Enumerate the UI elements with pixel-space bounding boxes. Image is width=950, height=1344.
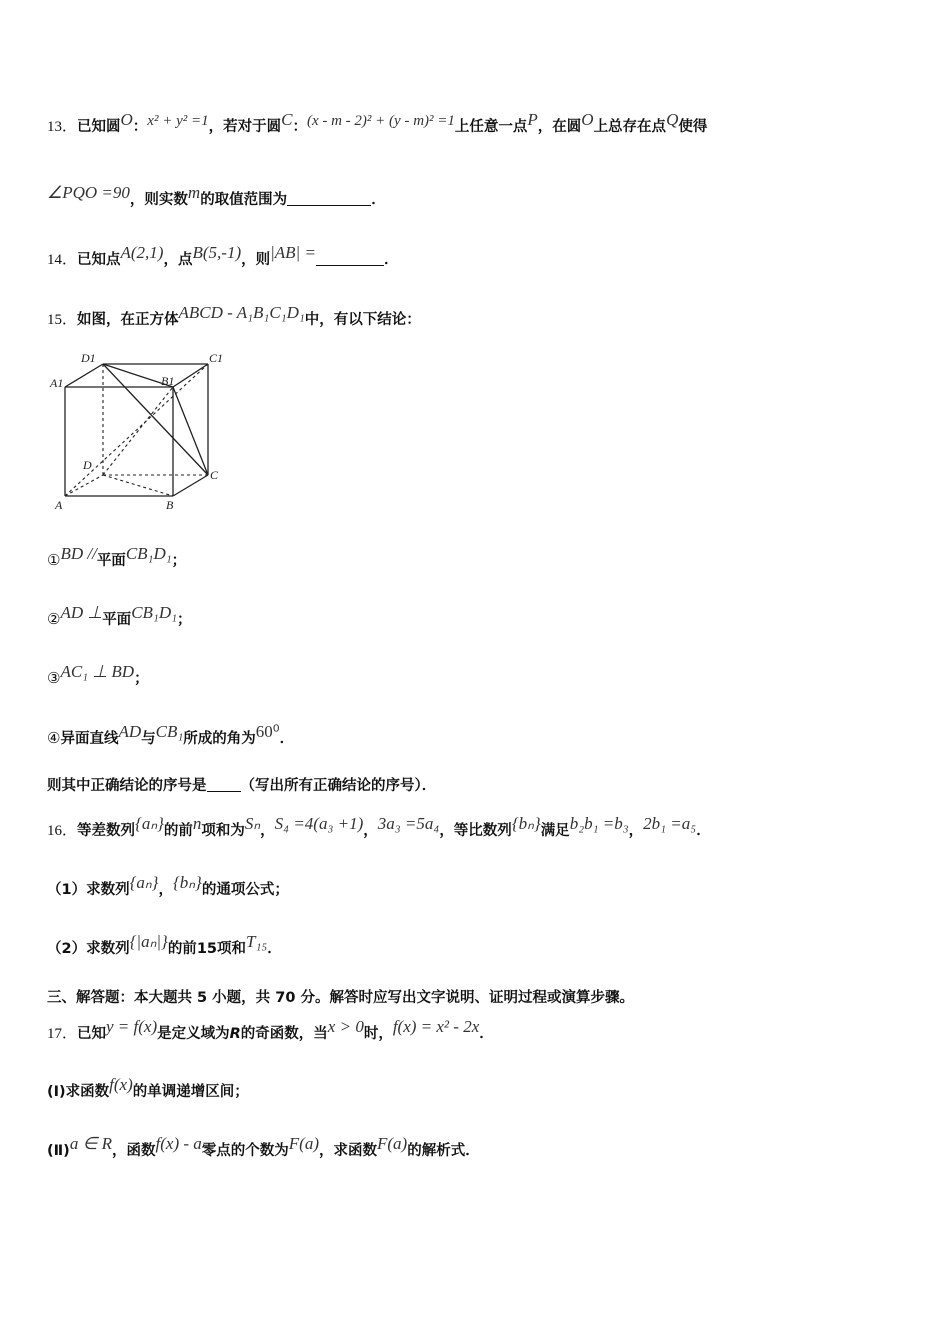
q13-text: 的取值范围为 xyxy=(200,192,288,208)
item-end: ； xyxy=(134,671,149,687)
item-expression: BD // xyxy=(60,544,97,563)
q16-equation-2: 3a₃ =5a₄ xyxy=(377,814,440,833)
item-expression: AD xyxy=(118,722,142,741)
label-c1: C1 xyxy=(209,351,224,365)
q16-text: 的前 xyxy=(163,823,193,839)
q15-conclusion xyxy=(47,774,436,795)
item-expression: AD ⊥ xyxy=(60,603,103,622)
q17-part-text: 的单调递增区间； xyxy=(132,1084,249,1100)
label-d1: D1 xyxy=(81,351,96,365)
q13-circle-o: O xyxy=(581,110,594,129)
item-text: 与 xyxy=(141,731,156,747)
q13-text: 上总存在点 xyxy=(593,119,667,135)
q13-point-q: Q xyxy=(666,110,679,129)
q17-part-text: 求函数 xyxy=(65,1084,110,1100)
diag-b1-c xyxy=(173,387,208,475)
q17-text: 已知 xyxy=(77,1026,107,1042)
q13-text: 上任意一点 xyxy=(454,119,528,135)
q13-angle: ∠PQO =90 xyxy=(47,183,130,202)
q16-equation-3: b₂b₁ =b₃ xyxy=(569,814,629,833)
item-mark: ④ xyxy=(47,729,61,747)
q17-function: f(x) - a xyxy=(155,1134,202,1153)
q16-part-text: 项和 xyxy=(217,941,246,957)
label-b: B xyxy=(166,498,174,512)
q13-text: 使得 xyxy=(678,119,708,135)
q13-colon: ： xyxy=(132,119,148,135)
q13-point-p: P xyxy=(527,110,538,129)
q17-line xyxy=(47,1017,494,1043)
q16-part-text: 的前 xyxy=(167,941,197,957)
label-d: D xyxy=(83,458,92,472)
q16-count: 15 xyxy=(196,941,217,957)
q15-line xyxy=(47,303,421,329)
q14-text: 已知点 xyxy=(77,252,121,268)
item-mark: ① xyxy=(47,551,61,569)
q14-point-a: A(2,1) xyxy=(120,243,164,262)
label-b1: B1 xyxy=(161,374,175,388)
q13-colon: ： xyxy=(292,119,307,135)
q16-part-text: 的通项公式； xyxy=(201,882,289,898)
q13-period: ． xyxy=(371,192,386,208)
q16-part-label: （2）求数列 xyxy=(47,941,130,957)
item-plane: CB₁D₁ xyxy=(131,603,178,622)
q13-text: ，若对于圆 xyxy=(208,119,282,135)
q16-seq-a: {aₙ} xyxy=(129,873,159,892)
q17-period: ． xyxy=(479,1026,494,1042)
label-c: C xyxy=(210,468,219,482)
item-end: ； xyxy=(177,612,192,628)
q17-part-text: ，函数 xyxy=(112,1143,156,1159)
q15-item-4 xyxy=(47,722,295,748)
q16-equation-4: 2b₁ =a₅ xyxy=(643,814,697,833)
q14-text: ，则 xyxy=(241,252,271,268)
q15-text: 中，有以下结论： xyxy=(304,312,421,328)
q16-seq-b: {bₙ} xyxy=(511,814,541,833)
q16-part-label: （1）求数列 xyxy=(47,882,130,898)
hidden-diag-d-b xyxy=(103,475,173,496)
q14-number: 14． xyxy=(47,252,78,268)
q16-part-2 xyxy=(47,932,282,958)
q16-text: 满足 xyxy=(540,823,570,839)
section-3-heading xyxy=(47,986,634,1007)
q14-line xyxy=(47,243,399,269)
q16-seq-a: {aₙ} xyxy=(135,814,164,833)
q17-part-text: 零点的个数为 xyxy=(201,1143,289,1159)
q17-part-2 xyxy=(47,1134,480,1160)
q13-circle-o-equation: x² + y² =1 xyxy=(147,113,209,129)
q15-number: 15． xyxy=(47,312,78,328)
q13-text: ，在圆 xyxy=(537,119,582,135)
item-plane: CB₁D₁ xyxy=(125,544,172,563)
conclusion-text: 则其中正确结论的序号是 xyxy=(47,778,207,794)
item-expression: CB₁ xyxy=(155,722,184,741)
section-heading-text: 三、解答题：本大题共 5 小题，共 70 分。解答时应写出文字说明、证明过程或演算步骤。 xyxy=(47,990,634,1006)
q13-text: ，则实数 xyxy=(129,192,188,208)
q16-sum-s: Sₙ xyxy=(244,814,261,833)
q17-function: f(x) xyxy=(109,1075,133,1094)
q17-function-f-cap: F(a) xyxy=(288,1134,319,1153)
q13-line2 xyxy=(47,183,386,209)
q17-condition: x > 0 xyxy=(327,1017,364,1036)
q13-text: 已知圆 xyxy=(77,119,121,135)
item-mark: ② xyxy=(47,610,61,628)
q17-part-label: (Ⅱ) xyxy=(47,1143,70,1159)
q15-item-2 xyxy=(47,603,192,629)
q17-text: 是定义域为 xyxy=(157,1026,230,1042)
q17-function-f-cap: F(a) xyxy=(377,1134,408,1153)
label-a: A xyxy=(55,498,63,512)
q16-period: ． xyxy=(267,941,282,957)
q15-cube-name: ABCD - A₁B₁C₁D₁ xyxy=(178,303,305,322)
q17-condition: a ∈ R xyxy=(69,1134,113,1153)
q16-seq-b: {bₙ} xyxy=(172,873,202,892)
item-expression: AC₁ ⊥ BD xyxy=(60,662,135,681)
q16-text: 项和为 xyxy=(201,823,245,839)
q16-line xyxy=(47,814,711,840)
conclusion-text: （写出所有正确结论的序号）． xyxy=(240,778,437,794)
q14-expression: |AB| = xyxy=(270,243,316,262)
q17-equation: f(x) = x² - 2x xyxy=(392,1017,480,1036)
item-angle: 60⁰ xyxy=(255,722,280,741)
item-text: 所成的角为 xyxy=(183,731,256,747)
q16-abs-seq: {|aₙ|} xyxy=(129,932,168,951)
q17-text: 的奇函数，当 xyxy=(240,1026,328,1042)
q16-part-1 xyxy=(47,873,289,899)
q17-function: y = f(x) xyxy=(106,1017,158,1036)
edge-a1-d1 xyxy=(65,364,103,387)
q16-comma: ， xyxy=(158,882,173,898)
q13-number: 13． xyxy=(47,119,78,135)
q13-circle-o: O xyxy=(120,110,133,129)
q16-sum-t: T₁₅ xyxy=(246,932,268,951)
q17-part-text: 的解析式． xyxy=(407,1143,480,1159)
q17-part-text: ，求函数 xyxy=(319,1143,377,1159)
edge-b-c xyxy=(173,475,208,496)
q16-period: ． xyxy=(696,823,711,839)
item-text: 平面 xyxy=(96,553,126,569)
q13-circle-c: C xyxy=(281,110,293,129)
q16-number: 16． xyxy=(47,823,78,839)
q13-circle-c-equation: (x - m - 2)² + (y - m)² =1 xyxy=(306,113,455,129)
q16-var-n: n xyxy=(192,814,202,833)
q17-domain-r: R xyxy=(229,1026,241,1042)
q16-comma: ， xyxy=(363,823,378,839)
q15-item-3 xyxy=(47,662,149,688)
q17-part-label: (Ⅰ) xyxy=(47,1084,66,1100)
q15-item-1 xyxy=(47,544,187,570)
q13-answer-blank xyxy=(287,191,371,206)
q14-text: ，点 xyxy=(163,252,193,268)
item-end: ； xyxy=(171,553,187,569)
q14-answer-blank xyxy=(316,251,384,266)
q17-part-1 xyxy=(47,1075,249,1101)
q13-var-m: m xyxy=(187,183,201,202)
q16-text: 等差数列 xyxy=(77,823,136,839)
q16-equation-1: S₄ =4(a₃ +1) xyxy=(274,814,364,833)
q16-comma: ， xyxy=(260,823,275,839)
q13-line1 xyxy=(47,110,708,136)
item-end: ． xyxy=(279,731,295,747)
edge-b1-c1 xyxy=(173,364,208,387)
item-text: 异面直线 xyxy=(60,731,119,747)
item-text: 平面 xyxy=(102,612,132,628)
q16-comma: ， xyxy=(628,823,644,839)
q15-answer-blank xyxy=(207,777,241,792)
cube-figure xyxy=(48,347,234,513)
hidden-diag-a-c1 xyxy=(65,364,208,496)
q14-point-b: B(5,-1) xyxy=(192,243,242,262)
q16-text: ，等比数列 xyxy=(439,823,512,839)
q15-text: 如图，在正方体 xyxy=(77,312,179,328)
item-mark: ③ xyxy=(47,669,61,687)
label-a1: A1 xyxy=(50,376,64,390)
q17-number: 17． xyxy=(47,1026,78,1042)
q14-period: ． xyxy=(383,252,399,268)
q17-text: 时， xyxy=(363,1026,393,1042)
